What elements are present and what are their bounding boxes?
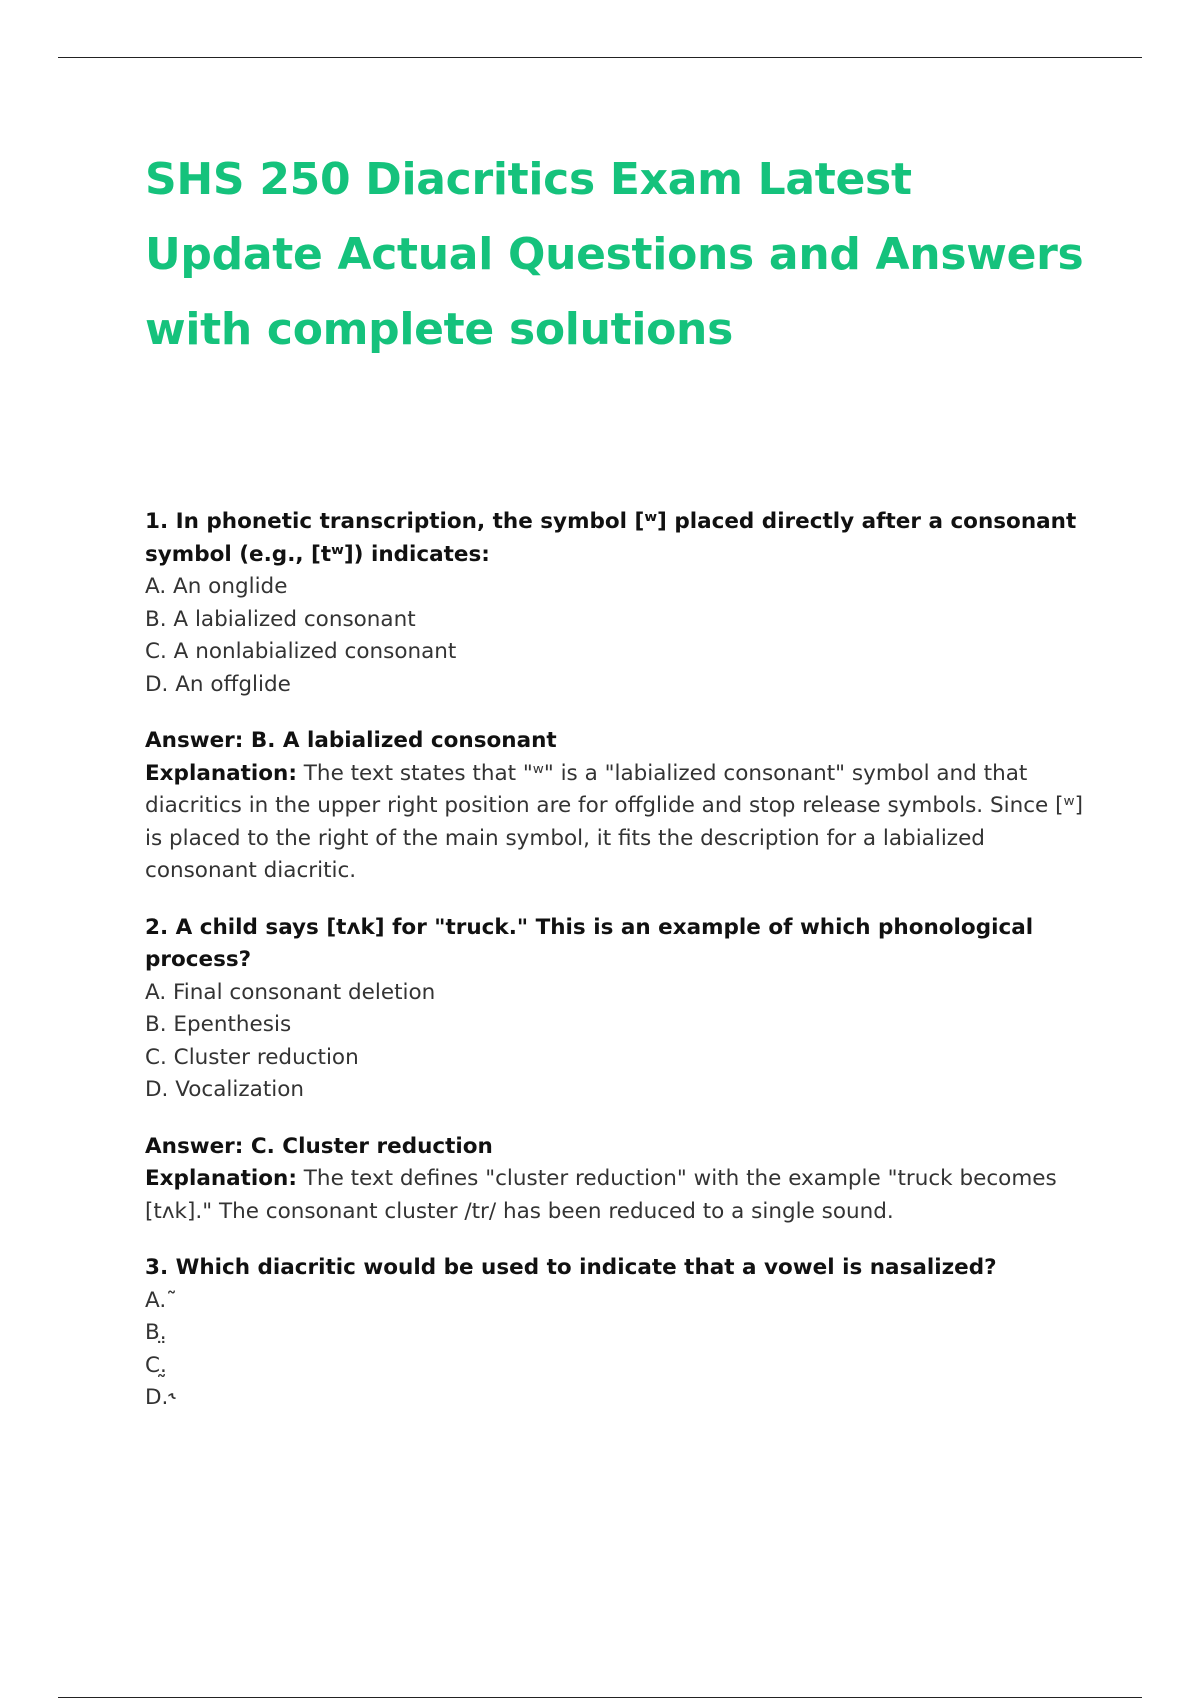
question-1 (145, 506, 1095, 888)
explanation-label: Explanation: (145, 1166, 297, 1191)
option-d: D. Vocalization (145, 1077, 305, 1102)
option-c: C. Cluster reduction (145, 1044, 359, 1070)
answer-block (145, 1131, 1095, 1229)
option-d: D.˞ (145, 1385, 176, 1410)
document-title: SHS 250 Diacritics Exam Latest Update Actual Questions and Answers with complete solutions (145, 154, 1084, 355)
option-c: C. A nonlabialized consonant (145, 639, 457, 664)
explanation-label: Explanation: (145, 760, 297, 786)
option-a: A. Final consonant deletion (145, 979, 436, 1005)
answer-block (145, 725, 1095, 888)
question-2 (145, 912, 1095, 1229)
answer-text: Answer: C. Cluster reduction (145, 1133, 493, 1159)
explanation-text: The text defines "cluster reduction" with the example "truck becomes [tʌk]." The consonant cluster /tr/ has been reduced to a single sound. (145, 1166, 1057, 1224)
option-c: C.̰ (145, 1352, 167, 1378)
explanation (145, 1163, 1095, 1228)
option-d: D. An offglide (145, 671, 291, 697)
answer-text: Answer: B. A labialized consonant (145, 728, 557, 753)
top-rule (58, 57, 1142, 58)
option-a: A.˜ (145, 1287, 177, 1313)
question-text: 1. In phonetic transcription, the symbol [ʷ] placed directly after a consonant symbol (e.g., [tʷ]) indicates: (145, 509, 1077, 567)
question-text: 2. A child says [tʌk] for "truck." This is an example of which phonological process? (145, 914, 1034, 972)
bottom-rule (58, 1697, 1142, 1698)
option-b: B. A labialized consonant (145, 606, 416, 632)
question-3 (145, 1252, 1095, 1415)
question-list (145, 506, 1095, 1415)
option-a: A. An onglide (145, 574, 288, 599)
option-b: B.̤ (145, 1320, 167, 1345)
explanation (145, 758, 1095, 888)
option-b: B. Epenthesis (145, 1012, 292, 1037)
explanation-text: The text states that "ʷ" is a "labialized consonant" symbol and that diacritics in the upper right position are for offglide and stop release symbols. Since [ʷ] is placed to the right of the main symbol, it fits the description for a labialized consonant diacritic. (145, 760, 1083, 883)
question-text: 3. Which diacritic would be used to indicate that a vowel is nasalized? (145, 1255, 997, 1280)
